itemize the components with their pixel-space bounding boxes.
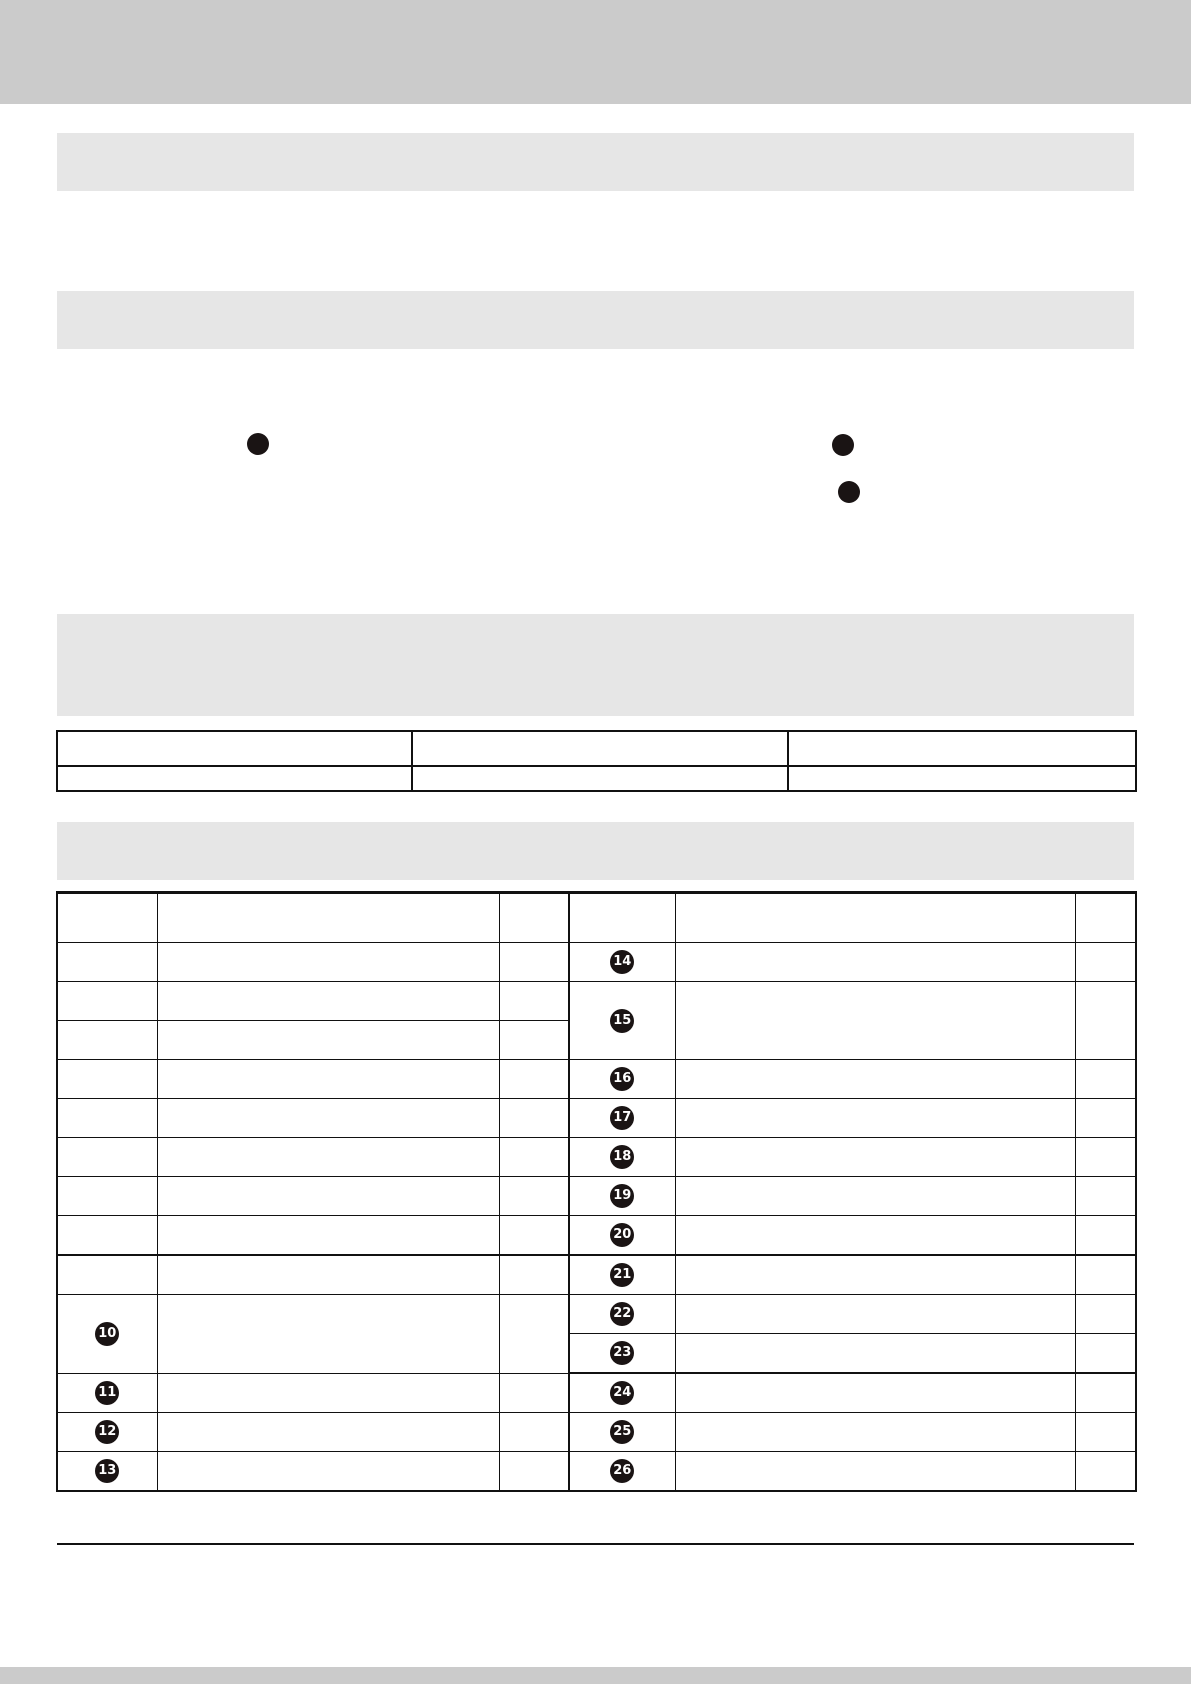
part-name-cell: [675, 1099, 1075, 1138]
section-bar-2: [57, 291, 1134, 349]
part-number-cell: [57, 1373, 157, 1413]
footer-rule: [57, 1543, 1134, 1545]
spec-cell: [412, 731, 788, 766]
part-name-cell: [157, 1216, 499, 1256]
part-qty-cell: [499, 1138, 569, 1177]
part-qty-cell: [499, 1452, 569, 1492]
part-number-badge: 20: [610, 1223, 634, 1247]
part-qty-cell: [499, 1216, 569, 1256]
part-name-cell: [675, 1334, 1075, 1374]
part-number-badge: 16: [610, 1067, 634, 1091]
part-number-cell: [57, 1255, 157, 1295]
section-bar-1: [57, 133, 1134, 191]
header-cell: [157, 893, 499, 943]
part-number-badge: 23: [610, 1341, 634, 1365]
part-number-cell: [569, 1060, 675, 1099]
part-qty-cell: [1075, 1334, 1136, 1374]
part-number-badge: 11: [95, 1381, 119, 1405]
part-name-cell: [675, 1177, 1075, 1216]
part-number-badge: 24: [610, 1381, 634, 1405]
part-qty-cell: [1075, 1216, 1136, 1256]
part-qty-cell: [499, 1295, 569, 1374]
spec-cell: [57, 731, 412, 766]
part-qty-cell: [499, 943, 569, 982]
part-number-cell: [569, 1177, 675, 1216]
marker-dot-1: [247, 433, 269, 455]
part-qty-cell: [499, 1021, 569, 1060]
part-qty-cell: [499, 1099, 569, 1138]
part-number-cell: [569, 1295, 675, 1334]
part-name-cell: [675, 1060, 1075, 1099]
part-qty-cell: [1075, 1295, 1136, 1334]
part-number-cell: [57, 1060, 157, 1099]
part-number-cell: [569, 982, 675, 1060]
part-name-cell: [675, 1255, 1075, 1295]
part-name-cell: [675, 1216, 1075, 1256]
part-number-cell: [57, 1138, 157, 1177]
part-qty-cell: [1075, 1177, 1136, 1216]
part-name-cell: [157, 1295, 499, 1374]
spec-table: [56, 730, 1137, 792]
part-number-cell: [57, 1452, 157, 1492]
section-bar-3: [57, 614, 1134, 716]
part-qty-cell: [499, 1413, 569, 1452]
part-name-cell: [157, 943, 499, 982]
part-number-cell: [569, 1334, 675, 1374]
part-number-cell: [57, 1216, 157, 1256]
part-number-badge: 18: [610, 1145, 634, 1169]
part-qty-cell: [1075, 1099, 1136, 1138]
part-number-badge: 15: [610, 1009, 634, 1033]
part-name-cell: [157, 982, 499, 1021]
part-qty-cell: [1075, 1255, 1136, 1295]
part-number-cell: [57, 982, 157, 1021]
part-name-cell: [157, 1177, 499, 1216]
part-qty-cell: [1075, 1060, 1136, 1099]
section-bar-4: [57, 822, 1134, 880]
part-number-badge: 12: [95, 1420, 119, 1444]
part-number-cell: [57, 1413, 157, 1452]
part-name-cell: [157, 1060, 499, 1099]
part-number-cell: [569, 943, 675, 982]
part-number-badge: 19: [610, 1184, 634, 1208]
part-number-cell: [569, 1413, 675, 1452]
top-band: [0, 0, 1191, 104]
part-qty-cell: [499, 1060, 569, 1099]
part-name-cell: [675, 1295, 1075, 1334]
header-cell: [675, 893, 1075, 943]
part-number-badge: 14: [610, 950, 634, 974]
part-number-cell: [569, 1138, 675, 1177]
part-name-cell: [675, 1452, 1075, 1492]
part-name-cell: [157, 1452, 499, 1492]
part-qty-cell: [499, 1255, 569, 1295]
header-cell: [569, 893, 675, 943]
part-qty-cell: [1075, 1452, 1136, 1492]
part-qty-cell: [1075, 1413, 1136, 1452]
part-number-cell: [57, 943, 157, 982]
part-name-cell: [675, 943, 1075, 982]
part-qty-cell: [1075, 1373, 1136, 1413]
part-name-cell: [675, 1373, 1075, 1413]
part-qty-cell: [499, 982, 569, 1021]
part-number-cell: [57, 1099, 157, 1138]
part-number-cell: [57, 1295, 157, 1374]
part-number-cell: [57, 1177, 157, 1216]
marker-dot-2: [832, 434, 854, 456]
part-qty-cell: [1075, 1138, 1136, 1177]
part-number-cell: [569, 1099, 675, 1138]
header-cell: [1075, 893, 1136, 943]
part-number-cell: [569, 1373, 675, 1413]
part-name-cell: [157, 1255, 499, 1295]
spec-cell: [57, 766, 412, 791]
part-name-cell: [675, 982, 1075, 1060]
part-number-cell: [569, 1255, 675, 1295]
part-qty-cell: [499, 1177, 569, 1216]
part-name-cell: [157, 1021, 499, 1060]
part-number-badge: 21: [610, 1263, 634, 1287]
part-number-badge: 26: [610, 1459, 634, 1483]
part-name-cell: [157, 1138, 499, 1177]
spec-cell: [412, 766, 788, 791]
part-qty-cell: [499, 1373, 569, 1413]
part-number-badge: 13: [95, 1459, 119, 1483]
bottom-band: [0, 1667, 1191, 1684]
part-number-badge: 17: [610, 1106, 634, 1130]
part-name-cell: [157, 1099, 499, 1138]
part-number-badge: 10: [95, 1322, 119, 1346]
part-name-cell: [157, 1413, 499, 1452]
part-name-cell: [675, 1413, 1075, 1452]
part-number-badge: 22: [610, 1302, 634, 1326]
part-name-cell: [675, 1138, 1075, 1177]
part-number-badge: 25: [610, 1420, 634, 1444]
part-number-cell: [569, 1216, 675, 1256]
header-cell: [499, 893, 569, 943]
header-cell: [57, 893, 157, 943]
marker-dot-3: [838, 481, 860, 503]
part-number-cell: [57, 1021, 157, 1060]
part-number-cell: [569, 1452, 675, 1492]
spec-cell: [788, 766, 1136, 791]
part-name-cell: [157, 1373, 499, 1413]
part-qty-cell: [1075, 943, 1136, 982]
spec-cell: [788, 731, 1136, 766]
parts-table: [56, 891, 1137, 1492]
part-qty-cell: [1075, 982, 1136, 1060]
